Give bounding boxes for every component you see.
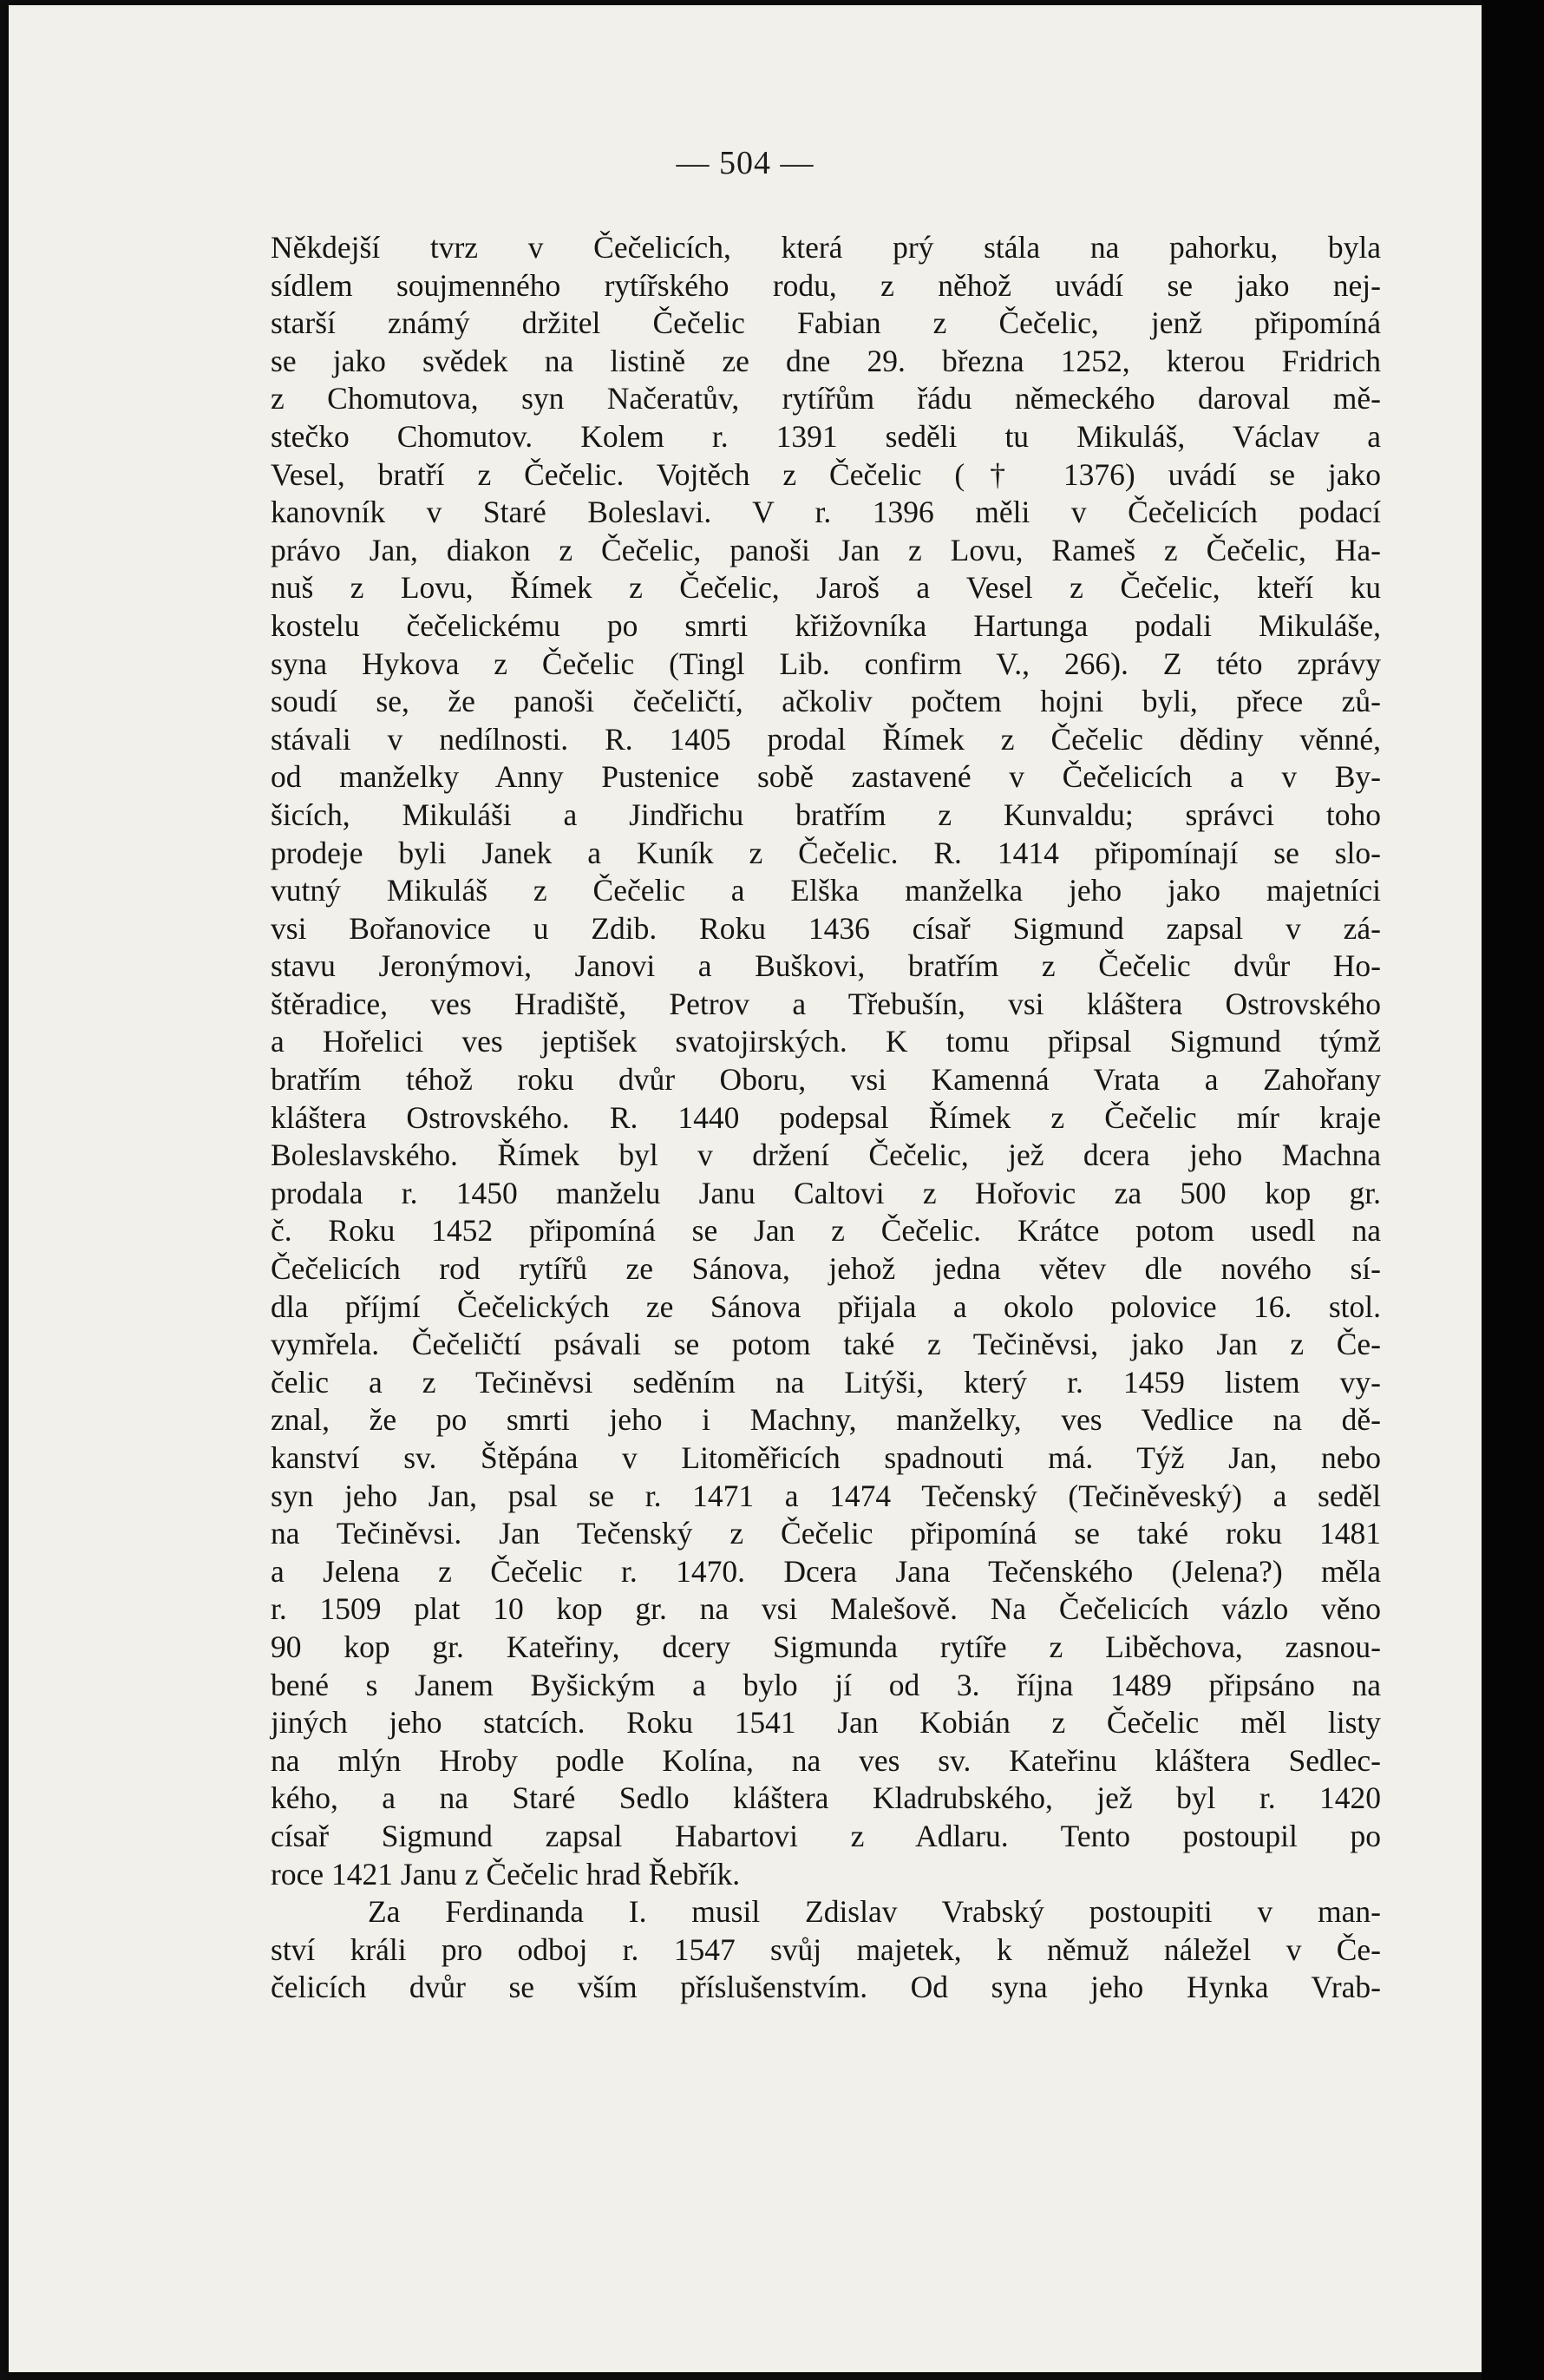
text-line: Čečelicích rod rytířů ze Sánova, jehož jedna větev dle nového sí- [271, 1251, 1381, 1287]
text-line: a Jelena z Čečelic r. 1470. Dcera Jana Tečenského (Jelena?) měla [271, 1553, 1381, 1589]
book-page [9, 5, 1482, 2372]
text-line: z Chomutova, syn Načeratův, rytířům řádu německého daroval mě- [271, 381, 1381, 416]
text-line: nuš z Lovu, Římek z Čečelic, Jaroš a Vesel z Čečelic, kteří ku [271, 570, 1381, 606]
text-line: znal, že po smrti jeho i Machny, manželky, ves Vedlice na dě- [271, 1402, 1381, 1438]
text-line: stečko Chomutov. Kolem r. 1391 seděli tu Mikuláš, Václav a [271, 418, 1381, 454]
text-line: 90 kop gr. Kateřiny, dcery Sigmunda rytíře z Liběchova, zasnou- [271, 1629, 1381, 1664]
text-line: č. Roku 1452 připomíná se Jan z Čečelic. Krátce potom usedl na [271, 1213, 1381, 1249]
text-line: jiných jeho statcích. Roku 1541 Jan Kobián z Čečelic měl listy [271, 1705, 1381, 1741]
text-line: dla příjmí Čečelických ze Sánova přijala a okolo polovice 16. stol. [271, 1288, 1381, 1324]
text-line: kanství sv. Štěpána v Litoměřicích spadnouti má. Týž Jan, nebo [271, 1440, 1381, 1475]
text-line: vutný Mikuláš z Čečelic a Elška manželka jeho jako majetníci [271, 873, 1381, 908]
text-line: bené s Janem Byšickým a bylo jí od 3. října 1489 připsáno na [271, 1667, 1381, 1702]
text-line: čelicích dvůr se vším příslušenstvím. Od syna jeho Hynka Vrab- [271, 1970, 1381, 2005]
text-line: právo Jan, diakon z Čečelic, panoši Jan z Lovu, Rameš z Čečelic, Ha- [271, 532, 1381, 567]
text-line: šicích, Mikuláši a Jindřichu bratřím z Kunvaldu; správci toho [271, 797, 1381, 832]
text-line: Za Ferdinanda I. musil Zdislav Vrabský postoupiti v man- [368, 1894, 1381, 1930]
text-line: štěradice, ves Hradiště, Petrov a Třebušín, vsi kláštera Ostrovského [271, 986, 1381, 1021]
body-text [271, 229, 1381, 2007]
text-line: na mlýn Hroby podle Kolína, na ves sv. Kateřinu kláštera Sedlec- [271, 1742, 1381, 1778]
text-line: prodeje byli Janek a Kuník z Čečelic. R. 1414 připomínají se slo- [271, 835, 1381, 870]
text-line: kanovník v Staré Boleslavi. V r. 1396 měli v Čečelicích podací [271, 495, 1381, 530]
text-line: bratřím téhož roku dvůr Oboru, vsi Kamenná Vrata a Zahořany [271, 1062, 1381, 1098]
text-line: prodala r. 1450 manželu Janu Caltovi z Hořovic za 500 kop gr. [271, 1175, 1381, 1210]
text-line: od manželky Anny Pustenice sobě zastavené v Čečelicích a v By- [271, 759, 1381, 795]
text-line: stávali v nedílnosti. R. 1405 prodal Římek z Čečelic dědiny věnné, [271, 721, 1381, 757]
text-line: na Tečiněvsi. Jan Tečenský z Čečelic připomíná se také roku 1481 [271, 1516, 1381, 1551]
page-number: — 504 — [676, 145, 815, 181]
text-line: kostelu čečelickému po smrti křižovníka Hartunga podali Mikuláše, [271, 607, 1381, 643]
text-line: Boleslavského. Římek byl v držení Čečelic, jež dcera jeho Machna [271, 1138, 1381, 1173]
text-line: čelic a z Tečiněvsi seděním na Litýši, který r. 1459 listem vy- [271, 1364, 1381, 1400]
text-line: syna Hykova z Čečelic (Tingl Lib. confirm V., 266). Z této zprávy [271, 646, 1381, 681]
text-line: a Hořelici ves jeptišek svatojirských. K tomu připsal Sigmund týmž [271, 1024, 1381, 1059]
text-line: kláštera Ostrovského. R. 1440 podepsal Římek z Čečelic mír kraje [271, 1099, 1381, 1135]
text-line: vymřela. Čečeličtí psávali se potom také z Tečiněvsi, jako Jan z Če- [271, 1327, 1381, 1362]
text-line: starší známý držitel Čečelic Fabian z Čečelic, jenž připomíná [271, 305, 1381, 341]
text-line: roce 1421 Janu z Čečelic hrad Řebřík. [271, 1856, 741, 1892]
text-line: sídlem soujmenného rytířského rodu, z něhož uvádí se jako nej- [271, 267, 1381, 303]
text-line: stavu Jeronýmovi, Janovi a Buškovi, bratřím z Čečelic dvůr Ho- [271, 948, 1381, 984]
scan-edge [1482, 0, 1544, 2380]
text-line: r. 1509 plat 10 kop gr. na vsi Malešově. Na Čečelicích vázlo věno [271, 1591, 1381, 1627]
text-line: kého, a na Staré Sedlo kláštera Kladrubského, jež byl r. 1420 [271, 1780, 1381, 1816]
text-line: císař Sigmund zapsal Habartovi z Adlaru. Tento postoupil po [271, 1818, 1381, 1853]
text-line: syn jeho Jan, psal se r. 1471 a 1474 Tečenský (Tečiněveský) a seděl [271, 1478, 1381, 1513]
text-line: ství králi pro odboj r. 1547 svůj majetek, k němuž náležel v Če- [271, 1931, 1381, 1967]
text-line: soudí se, že panoši čečeličtí, ačkoliv počtem hojni byli, přece zů- [271, 684, 1381, 719]
text-line: vsi Bořanovice u Zdib. Roku 1436 císař Sigmund zapsal v zá- [271, 910, 1381, 946]
text-line: Vesel, bratří z Čečelic. Vojtěch z Čečelic († 1376) uvádí se jako [271, 456, 1381, 492]
text-line: Někdejší tvrz v Čečelicích, která prý stála na pahorku, byla [271, 230, 1381, 265]
text-line: se jako svědek na listině ze dne 29. března 1252, kterou Fridrich [271, 343, 1381, 378]
